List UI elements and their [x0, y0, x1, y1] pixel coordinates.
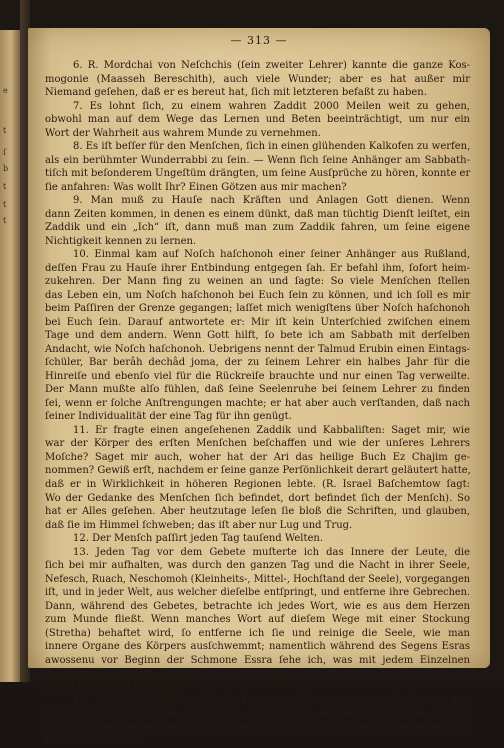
- text-line: awossenu vor Beginn der Schmone Essra ſehe ich, was mit jedem Einzelnen: [45, 654, 470, 666]
- text-line: deren Heilungen ſtammen.: [45, 681, 182, 693]
- text-line: ſei, wenn er ſolche Anſtrengungen machte; er hat aber auch verſtanden, daß nach: [45, 397, 470, 409]
- text-line: 8. Es iſt beſſer für den Menſchen, ſich in einen glühenden Kalkofen zu werfen,: [73, 141, 471, 153]
- text-line: 10. Einmal kam auf Noſch haſchonoh einer ſeiner Anhänger aus Rußland,: [73, 249, 470, 261]
- text-line: Niemand geſehen, daß er es bereut hat, ſich mit letzteren befaßt zu haben.: [45, 87, 427, 99]
- text-line: war der Körper des erſten Menſchen beſchaffen und wie der unſeres Lehrers: [45, 438, 470, 450]
- text-line: Der Mann mußte alſo fühlen, daß ſeine Seelenruhe bei ſeinem Lehrer zu finden: [45, 384, 470, 396]
- text-line: bei Euch ſein. Darauf antwortete er: Mir iſt kein Unterſchied zwiſchen einem: [45, 316, 470, 328]
- page-text: [45, 59, 470, 748]
- text-line: Nichtigkeit kennen zu lernen.: [45, 235, 197, 247]
- text-line: Moſche? Saget mir auch, woher hat der Ari das heilige Buch Ez Chajim ge-: [45, 451, 470, 463]
- text-line: dann Zeiten kommen, in denen es einem dünkt, daß man tüchtig Dienſt leiſtet, ein: [45, 208, 470, 220]
- text-line: 7. Es lohnt ſich, zu einem wahren Zaddit 2000 Meilen weit zu gehen,: [73, 100, 470, 112]
- text-line: Andacht, wie Noſch haſchonoh. Uebrigens nennt der Talmud Erubin einen Eintags-: [45, 343, 470, 355]
- left-page-edge: [0, 30, 20, 682]
- text-line: Zaddik und ein „Ich“ iſt, dann muß man zum Zaddik fahren, um ſeine eigene: [45, 222, 470, 234]
- text-line: daß ſie im Himmel ſchweben; das iſt aber nur Lug und Trug.: [45, 519, 353, 531]
- text-line: (Stretha) behaftet wird, ſo entferne ich ſie und reinige die Seele, wie man: [45, 627, 470, 639]
- text-line: daß er in Wirklichkeit in höheren Regionen lebte. (R. Israel Baſchemtow ſagt:: [45, 478, 470, 490]
- book-page: [28, 28, 490, 747]
- text-line: 12. Der Menſch paſſirt jeden Tag tauſend Welten.: [73, 533, 324, 545]
- text-line: obwohl man auf dem Wege das Lernen und Beten beeinträchtigt, um nur ein: [45, 114, 470, 126]
- text-line: mogonie (Maasseh Bereschith), auch viele Wunder; aber es hat außer mir: [45, 73, 470, 85]
- text-line: Tage und dem andern. Wenn Gott hilft, ſo bete ich am Sabbath mit derſelben: [45, 330, 470, 342]
- text-line: nommen? Gewiß erſt, nachdem er ſeine ganze Perſönlichkeit derart geläutert hatte,: [45, 465, 471, 477]
- text-line: beim Paſſiren der Grenze gegangen; laſſet mich wenigſtens über Noſch haſchonoh: [45, 303, 470, 315]
- text-line: 9. Man muß zu Hauſe nach Kräften und Anlagen Gott dienen. Wenn: [73, 195, 470, 207]
- left-page-letter: b: [3, 164, 9, 173]
- left-page-letter: t: [3, 182, 7, 191]
- text-line: innere Organe des Körpers ausſchwemmt; namentlich während des Segens Esras: [45, 641, 470, 653]
- text-line: ſeines Lehrers ſtehen; denn ſo iſt es mir leicht, ſie aufzuheben, im anderen Falle: [45, 722, 470, 734]
- left-page-letter: t: [3, 200, 7, 209]
- text-line: 11. Er fragte einen angeſehenen Zaddik und Kabbaliſten: Saget mir, wie: [73, 424, 470, 436]
- text-line: Dann, während des Gebetes, betrachte ich jedes Wort, wie es aus dem Herzen: [45, 600, 470, 612]
- text-line: das Leben ein, um Noſch haſchonoh bei Euch ſein zu können, und ich ſoll es mir: [45, 289, 470, 301]
- text-line: deſſen Frau zu Hauſe ihrer Entbindung entgegen ſah. Er befahl ihm, ſofort heim-: [45, 262, 470, 274]
- text-line: Hinreiſe und ebenſo viel für die Rückreiſe brauchte und nur einen Tag verweilte.: [45, 370, 470, 382]
- text-line: fällt es ſehr ſchwer.: [45, 735, 144, 747]
- text-line: 6. R. Mordchai von Neſchchis (ſein zweiter Lehrer) kannte die ganze Kos-: [73, 60, 470, 71]
- text-line: zum Munde fließt. Wenn manches Wort auf dieſem Wege mit einer Stockung: [45, 614, 470, 626]
- text-line: in ſeinem Seelenleben vorgehen wird und wobei die Gebrechen jedes Einzelnen und: [45, 668, 470, 680]
- text-line: 13. Jeden Tag vor dem Gebete muſterte ich das Innere der Leute, die: [73, 546, 470, 558]
- page-number: — 313 —: [230, 34, 288, 47]
- text-line: ſchüler, Bar berâh dechâd joma, der zu ſeinem Lehrer ein halbes Jahr für die: [45, 357, 470, 369]
- text-line: ſich bei mir aufhalten, was durch den ganzen Tag und die Nacht in ihrer Seele,: [45, 560, 470, 572]
- text-line: ſeiner Individualität der eine Tag für ihn genügt.: [45, 411, 292, 423]
- text-line: tiſch mit beſonderem Ungeſtüm drängten, um ſeine Ausſprüche zu hören, konnte er: [45, 168, 471, 180]
- left-page-letter: t: [3, 126, 7, 135]
- text-line: zukehren. Der Mann fing zu weinen an und ſagte: So viele Menſchen ſtellen: [45, 276, 470, 288]
- text-line: ſie anfahren: Was wollt Ihr? Einen Götzen aus mir machen?: [45, 181, 347, 193]
- left-page-letter: e: [3, 86, 8, 95]
- text-line: als ein berühmter Wunderrabbi zu ſein. — Wenn ſich ſeine Anhänger am Sabbath-: [45, 154, 470, 166]
- text-line: iſt, und in jeder Welt, aus welcher dieſelbe entſpringt, und entferne ihre Gebrechen.: [45, 587, 470, 599]
- left-page-letter: ſ: [3, 148, 6, 157]
- text-line: 14. Ich ſehe es lieber, daß die Leute im Gebete vor mir, nicht hinter mir,: [73, 695, 470, 707]
- left-page-letter: t: [3, 216, 7, 225]
- text-line: Wort der Wahrheit aus wahrem Munde zu vernehmen.: [45, 127, 321, 139]
- text-line: ſtehen, wie unſere Weiſen ſagen: man ſoll während des Gebetes nicht im Rücken: [45, 708, 470, 720]
- text-line: Wo der Gedanke des Menſchen ſich befindet, dort befindet ſich der Menſch). So: [45, 492, 470, 504]
- text-line: hat er Alles geſehen. Aber heutzutage leſen ſie bloß die Schriften, und glauben,: [45, 506, 470, 518]
- text-line: Nefesch, Ruach, Neschomoh (Kleinheits-, Mittel-, Hochſtand der Seele), vorgegangen: [45, 573, 470, 585]
